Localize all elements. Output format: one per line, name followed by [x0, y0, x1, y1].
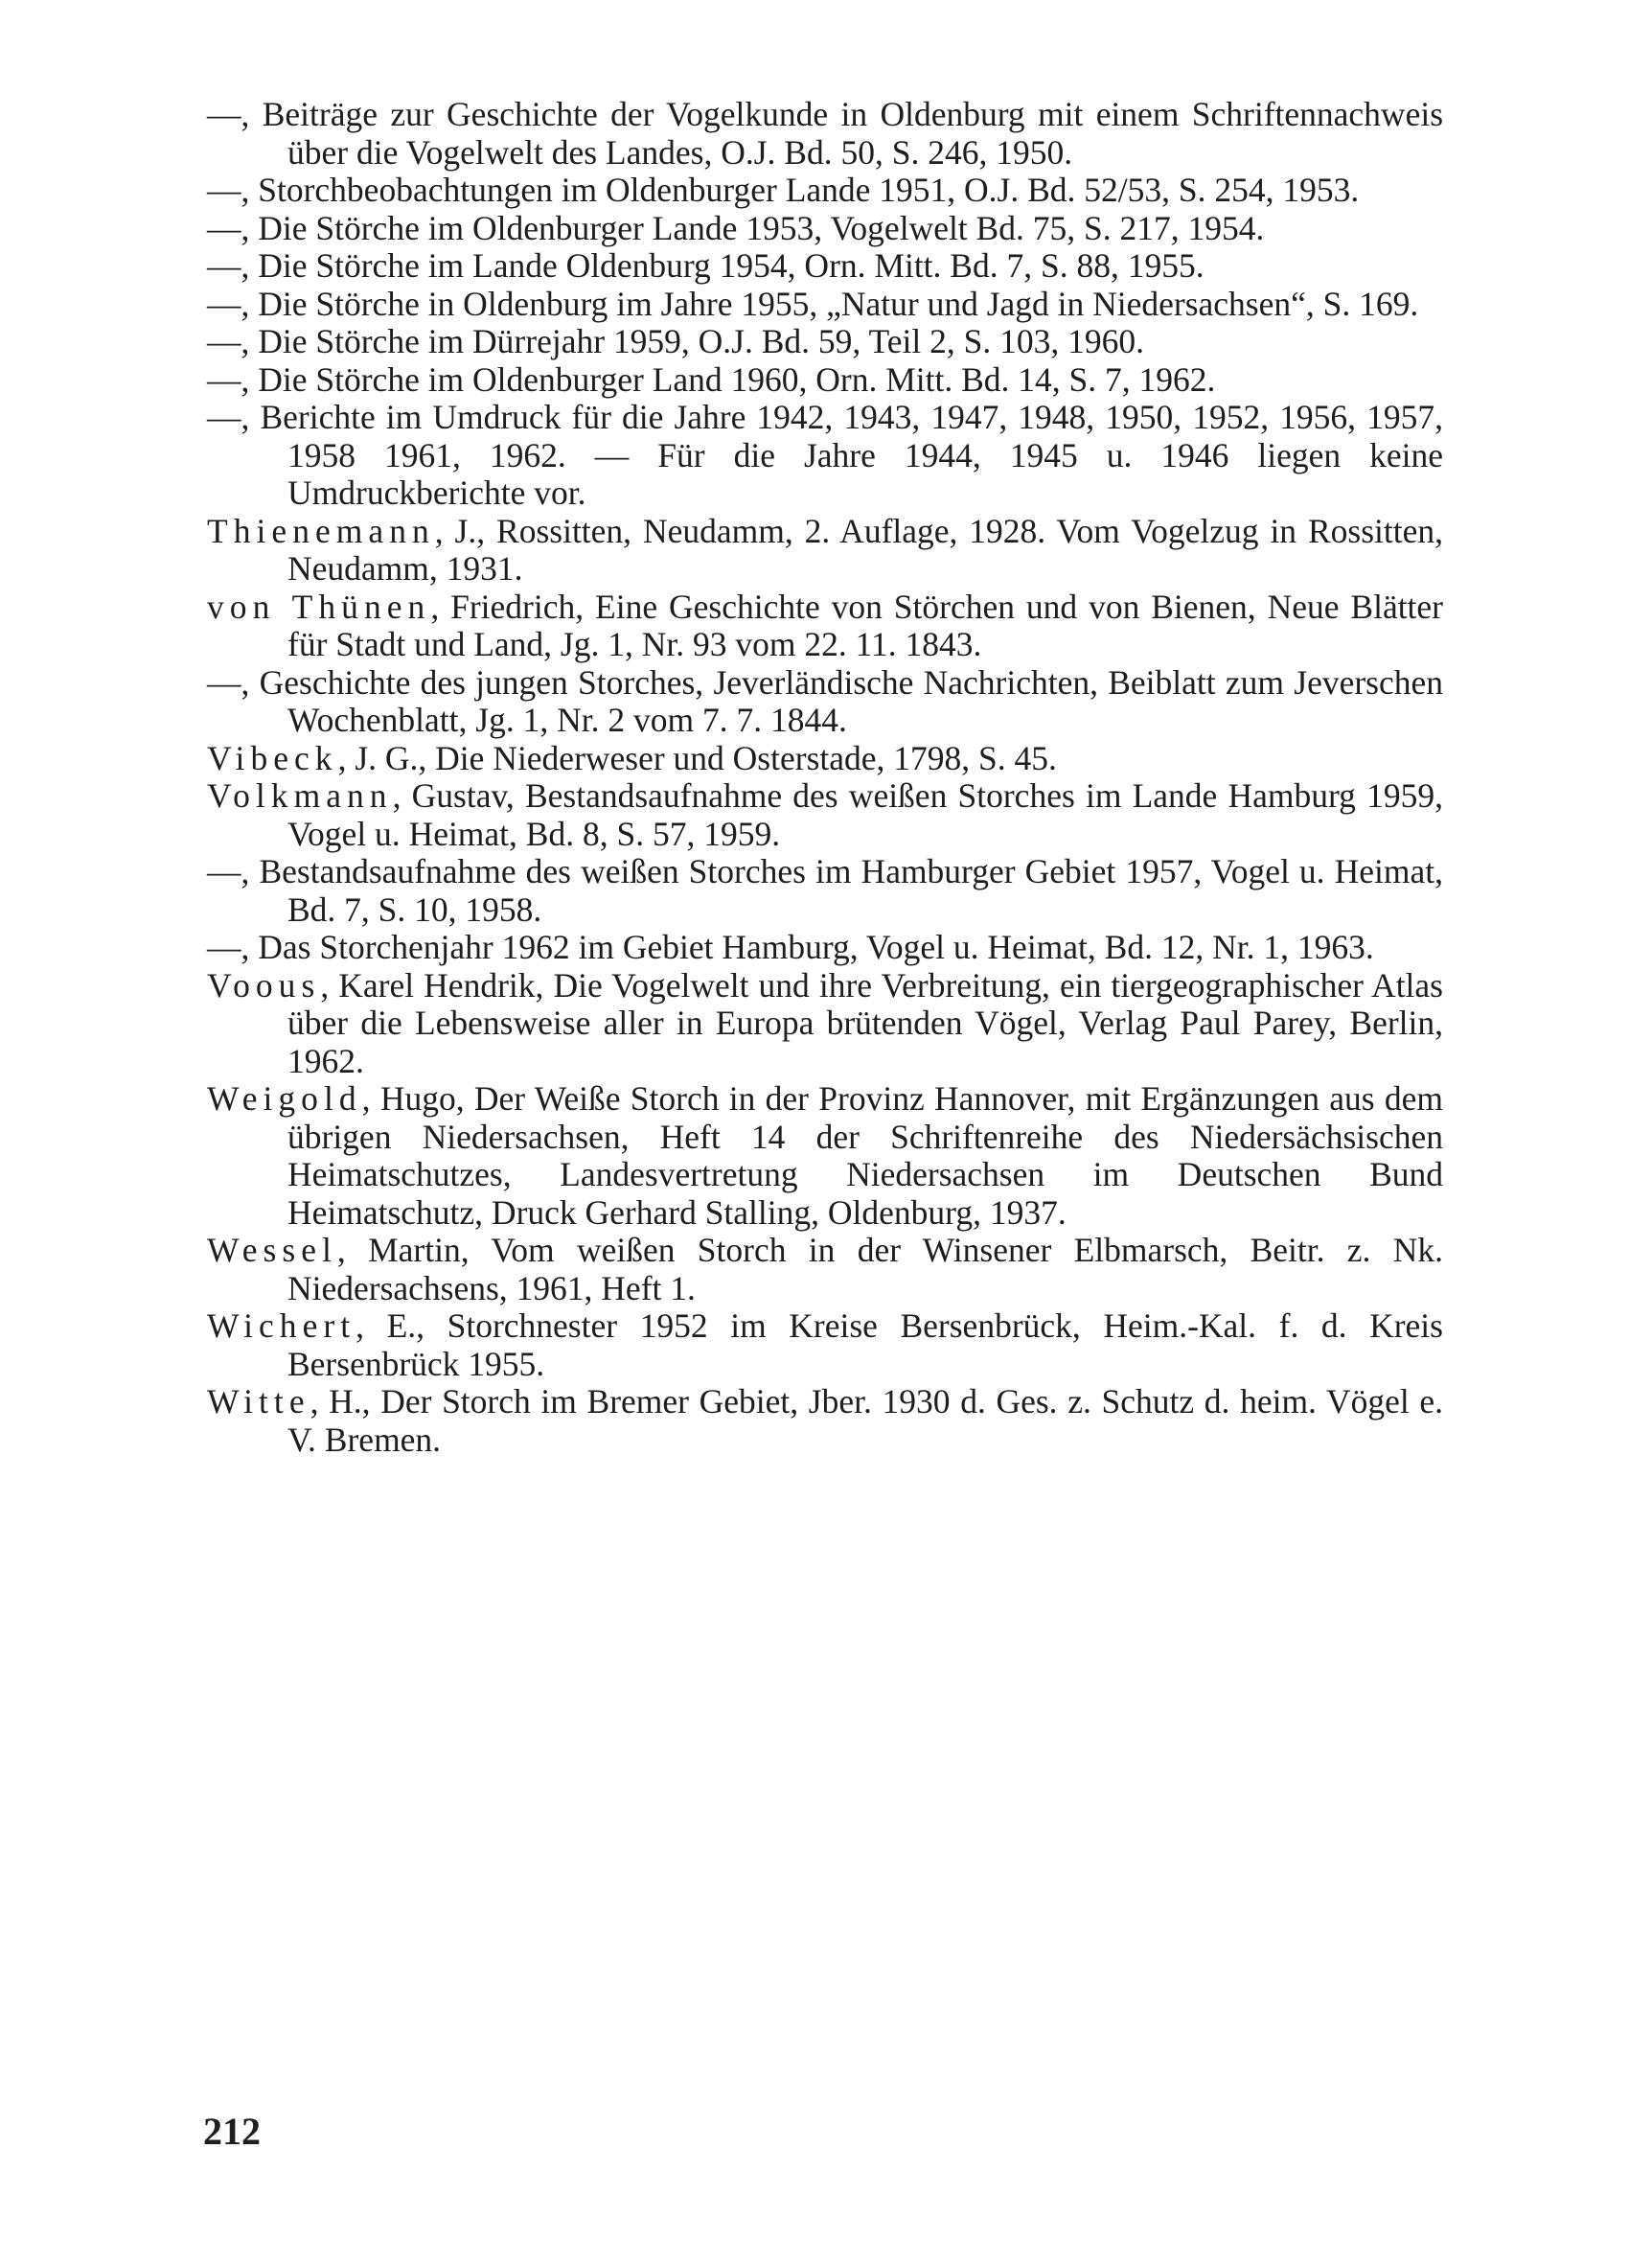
entry-lead: —,	[207, 208, 259, 247]
entry-author: von Thünen	[207, 587, 431, 626]
bibliography-entry	[207, 929, 1443, 967]
entry-lead: —,	[207, 322, 259, 360]
bibliography-entry	[207, 1232, 1443, 1307]
entry-text: Storchbeobachtungen im Oldenburger Lande 1951, O.J. Bd. 52/53, S. 254, 1953.	[258, 171, 1360, 209]
bibliography-entry	[207, 740, 1443, 778]
entry-text: , J., Rossitten, Neudamm, 2. Auflage, 1928. Vom Vogelzug in Rossitten, Neudamm, 1931.	[287, 511, 1443, 588]
entry-lead: —,	[207, 928, 259, 966]
entry-author: Volkmann	[207, 776, 393, 815]
bibliography-entry	[207, 96, 1443, 172]
bibliography-entry	[207, 247, 1443, 286]
entry-text: Bestandsaufnahme des weißen Storches im Hamburger Gebiet 1957, Vogel u. Heimat, Bd. 7, S. 10, 1958.	[259, 852, 1443, 929]
bibliography-entry	[207, 361, 1443, 400]
entry-lead: —,	[207, 398, 261, 436]
entry-text: , J. G., Die Niederweser und Osterstade, 1798, S. 45.	[337, 738, 1057, 777]
entry-lead: —,	[207, 359, 259, 399]
entry-text: Die Störche im Oldenburger Land 1960, Orn. Mitt. Bd. 14, S. 7, 1962.	[258, 359, 1216, 399]
entry-lead: —,	[207, 852, 260, 890]
entry-author: Wessel	[207, 1231, 337, 1269]
bibliography-entry	[207, 967, 1443, 1081]
entry-text: Das Storchenjahr 1962 im Gebiet Hamburg, Vogel u. Heimat, Bd. 12, Nr. 1, 1963.	[258, 928, 1374, 966]
entry-text: Die Störche im Oldenburger Lande 1953, Vogelwelt Bd. 75, S. 217, 1954.	[258, 208, 1265, 247]
entry-lead: —,	[207, 662, 260, 702]
bibliography-entry	[207, 589, 1443, 664]
bibliography-entry	[207, 172, 1443, 210]
entry-text: Die Störche im Dürrejahr 1959, O.J. Bd. 59, Teil 2, S. 103, 1960.	[258, 322, 1144, 360]
entry-lead: —,	[207, 95, 263, 133]
bibliography-entry	[207, 513, 1443, 589]
bibliography-entry	[207, 664, 1443, 740]
bibliography-entry	[207, 399, 1443, 513]
entry-text: , Martin, Vom weißen Storch in der Winsener Elbmarsch, Beitr. z. Nk. Niedersachsens, 1961, Heft 1.	[287, 1231, 1443, 1307]
bibliography-entry	[207, 1080, 1443, 1232]
entry-lead: —,	[207, 171, 259, 209]
entry-text: , E., Storchnester 1952 im Kreise Bersenbrück, Heim.-Kal. f. d. Kreis Bersenbrück 1955.	[287, 1306, 1443, 1383]
entry-text: , Gustav, Bestandsaufnahme des weißen Storches im Lande Hamburg 1959, Vogel u. Heimat, Bd. 8, S. 57, 1959.	[287, 776, 1443, 853]
entry-lead: —,	[207, 246, 259, 285]
entry-text: Berichte im Umdruck für die Jahre 1942, 1943, 1947, 1948, 1950, 1952, 1956, 1957, 1958 1961, 1962. — Für die Jahre 1944, 1945 u. 1946 liegen keine Umdruckberichte vor.	[260, 398, 1444, 512]
bibliography-entry	[207, 853, 1443, 929]
page-number: 212	[203, 2110, 261, 2153]
entry-text: , H., Der Storch im Bremer Gebiet, Jber. 1930 d. Ges. z. Schutz d. heim. Vögel e. V. Bremen.	[287, 1382, 1443, 1459]
entry-text: Die Störche in Oldenburg im Jahre 1955, „Natur und Jagd in Niedersachsen“, S. 169.	[258, 284, 1419, 323]
bibliography-entry	[207, 210, 1443, 248]
bibliography-list	[207, 96, 1443, 1459]
bibliography-entry	[207, 286, 1443, 324]
entry-text: Die Störche im Lande Oldenburg 1954, Orn. Mitt. Bd. 7, S. 88, 1955.	[258, 246, 1205, 285]
bibliography-entry	[207, 323, 1443, 361]
entry-text: Beiträge zur Geschichte der Vogelkunde in Oldenburg mit einem Schriftennachweis über die Vogelwelt des Landes, O.J. Bd. 50, S. 246, 1950.	[262, 95, 1444, 172]
entry-author: Thienemann	[207, 511, 435, 550]
entry-author: Weigold	[207, 1079, 362, 1118]
entry-text: , Karel Hendrik, Die Vogelwelt und ihre Verbreitung, ein tiergeographischer Atlas über die Lebensweise aller in Europa brütenden Vögel, Verlag Paul Parey, Berlin, 1962.	[287, 965, 1443, 1080]
entry-lead: —,	[207, 284, 259, 323]
bibliography-entry	[207, 777, 1443, 853]
entry-text: Geschichte des jungen Storches, Jeverländische Nachrichten, Beiblatt zum Jeverschen Wochenblatt, Jg. 1, Nr. 2 vom 7. 7. 1844.	[259, 662, 1443, 739]
entry-author: Wichert	[207, 1306, 356, 1345]
entry-author: Voous	[207, 965, 321, 1005]
entry-text: , Friedrich, Eine Geschichte von Störchen und von Bienen, Neue Blätter für Stadt und Land, Jg. 1, Nr. 93 vom 22. 11. 1843.	[287, 587, 1443, 663]
entry-author: Witte	[207, 1382, 310, 1421]
bibliography-entry	[207, 1383, 1443, 1459]
entry-author: Vibeck	[207, 738, 338, 777]
bibliography-entry	[207, 1307, 1443, 1383]
entry-text: , Hugo, Der Weiße Storch in der Provinz Hannover, mit Ergänzungen aus dem übrigen Niedersachsen, Heft 14 der Schriftenreihe des Niedersächsischen Heimatschutzes, Landesvertretung Niedersachsen im Deutschen Bund Heimatschutz, Druck Gerhard Stalling, Oldenburg, 1937.	[287, 1079, 1443, 1232]
